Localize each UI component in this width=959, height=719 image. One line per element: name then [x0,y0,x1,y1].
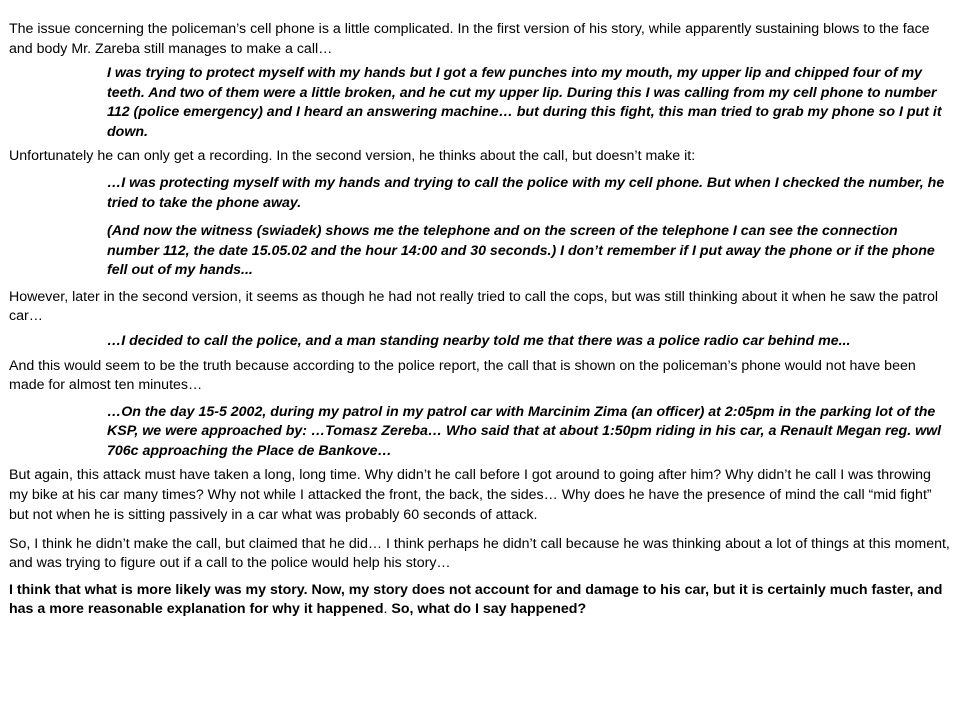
document-body [9,20,951,620]
paragraph-claimed-call: So, I think he didn’t make the call, but claimed that he did… I think perhaps he didn’t call because he was thinking about a lot of things at this moment, and was trying to figure out if a call to the police would help his story… [9,535,950,572]
quote-witness-telephone: (And now the witness (swiadek) shows me the telephone and on the screen of the telephone I can see the connection number 112, the date 15.05.02 and the hour 14:00 and 30 seconds.) I don’t remember if I put away the phone or if the phone fell out of my hands... [107,223,935,279]
conclusion-question: So, what do I say happened? [387,601,587,618]
conclusion-period: . [383,601,388,618]
paragraph-police-report: And this would seem to be the truth because according to the police report, the call that is shown on the policeman’s phone would not have been made for almost ten minutes… [9,357,916,394]
quote-first-version: I was trying to protect myself with my hands but I got a few punches into my mouth, my upper lip and chipped four of my teeth. And two of them were a little broken, and he cut my upper lip. During this I was calling from my cell phone to number 112 (police emergency) and I heard an answering machine… but during this fight, this man tried to grab my phone so I put it down. [107,65,942,140]
quote-second-version: …I was protecting myself with my hands and trying to call the police with my cell phone. But when I checked the number, he tried to take the phone away. [107,175,945,211]
paragraph-recording: Unfortunately he can only get a recording. In the second version, he thinks about the call, but doesn’t make it: [9,148,696,165]
conclusion-bold-text: I think that what is more likely was my story. Now, my story does not account for and damage to his car, but it is certainly much faster, and has a more reasonable explanation for why it happened [9,581,943,618]
paragraph-patrol-car: However, later in the second version, it seems as though he had not really tried to call the cops, but was still thinking about it when he saw the patrol car… [9,288,939,325]
quote-police-report: …On the day 15-5 2002, during my patrol in my patrol car with Marcinim Zima (an officer) at 2:05pm in the parking lot of the KSP, we were approached by: …Tomasz Zereba… Who said that at about 1:50pm riding in his car, a Renault Megan reg. wwl 706c approaching the Place de Bankove… [107,403,942,459]
paragraph-conclusion [9,581,951,620]
quote-radio-car: …I decided to call the police, and a man standing nearby told me that there was a police radio car behind me... [107,333,851,350]
paragraph-long-attack: But again, this attack must have taken a long, long time. Why didn’t he call before I got around to going after him? Why didn’t he call I was throwing my bike at his car many times? Why not while I attacked the front, the back, the sides… Why does he have the presence of mind the call “mid fight” but not when he is sitting passively in a car what was probably 60 seconds of attack. [9,467,932,523]
paragraph-intro: The issue concerning the policeman’s cell phone is a little complicated. In the first version of his story, while apparently sustaining blows to the face and body Mr. Zareba still manages to make a call… [9,21,930,57]
